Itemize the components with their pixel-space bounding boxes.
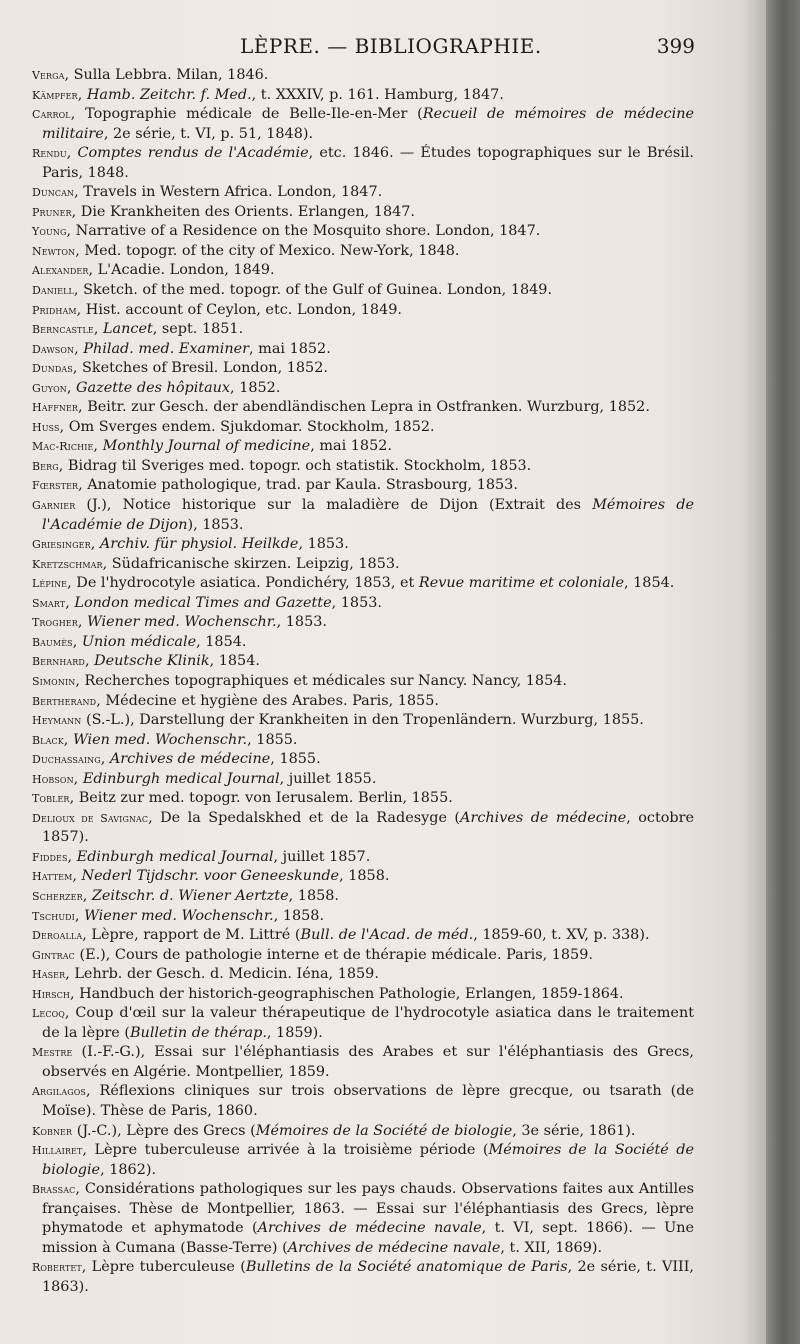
entry-italic-title: Archives de médecine navale bbox=[257, 1220, 482, 1237]
entry-author: Gintrac bbox=[32, 948, 75, 962]
entry-text: , bbox=[74, 907, 85, 924]
bibliography-entry bbox=[32, 555, 694, 575]
entry-italic-title: Wiener med. Wochenschr. bbox=[84, 907, 274, 924]
entry-text: , Beitr. zur Gesch. der abendländischen Lepra in Ostfranken. Wurzburg, 1852. bbox=[78, 399, 650, 416]
bibliography-entry bbox=[32, 281, 694, 301]
bibliography-entry bbox=[32, 907, 694, 927]
entry-text: , 1854. bbox=[196, 633, 247, 650]
bibliography-entry bbox=[32, 887, 694, 907]
entry-text: , bbox=[82, 887, 92, 904]
bibliography-entry bbox=[32, 261, 694, 281]
entry-text: , bbox=[72, 633, 82, 650]
entry-text: , Considérations pathologiques sur les pays chauds. Observations faites aux Antilles françaises. Thèse de Montpellier, 1863. — Essai sur l'éléphantiasis des Grecs, lèpre phymatode et aphymatode ( bbox=[42, 1181, 694, 1237]
entry-italic-title: Gazette des hôpitaux bbox=[76, 379, 231, 396]
entry-text: , 1854. bbox=[623, 575, 675, 592]
entry-author: Pruner bbox=[32, 205, 72, 219]
entry-text: , Topographie médicale de Belle-Ile-en-Mer ( bbox=[70, 106, 423, 123]
bibliography-entry bbox=[32, 535, 694, 555]
entry-text: (J.-C.), Lèpre des Grecs ( bbox=[72, 1122, 256, 1139]
running-title: LÈPRE. — BIBLIOGRAPHIE. bbox=[240, 34, 542, 58]
entry-italic-title: Deutsche Klinik bbox=[94, 653, 210, 670]
entry-text: , bbox=[93, 438, 103, 455]
bibliography-entry bbox=[32, 946, 694, 966]
book-page-edge bbox=[766, 0, 800, 1344]
entry-text: , 1852. bbox=[230, 379, 281, 396]
entry-author: Newton bbox=[32, 244, 76, 258]
bibliography-entry bbox=[32, 1043, 694, 1082]
bibliography-entry bbox=[32, 86, 694, 106]
entry-author: Berg bbox=[32, 459, 59, 473]
entry-text: , Lèpre tuberculeuse ( bbox=[81, 1259, 246, 1276]
entry-text: , t. VI, sept. 1866). — Une mission à Cumana (Basse-Terre) ( bbox=[42, 1220, 694, 1256]
entry-italic-title: Bulletins de la Société anatomique de Paris bbox=[245, 1259, 568, 1276]
bibliography-entry bbox=[32, 203, 694, 223]
bibliography-entry bbox=[32, 574, 694, 594]
entry-author: Dundas bbox=[32, 362, 73, 376]
entry-author: Carrol bbox=[32, 108, 71, 122]
bibliography-list bbox=[32, 66, 694, 1297]
entry-italic-title: Wien med. Wochenschr. bbox=[72, 731, 248, 748]
entry-text: (I.-F.-G.), Essai sur l'éléphantiasis des Arabes et sur l'éléphantiasis des Grecs, observés en Algérie. Montpellier, 1859. bbox=[42, 1044, 694, 1080]
bibliography-entry bbox=[32, 965, 694, 985]
entry-italic-title: Archives de médecine bbox=[109, 751, 271, 768]
entry-text: , Sketch. of the med. topogr. of the Gulf of Guinea. London, 1849. bbox=[73, 282, 553, 299]
entry-text: , juillet 1857. bbox=[273, 848, 371, 865]
entry-author: Smart bbox=[32, 596, 66, 610]
entry-italic-title: Monthly Journal of medicine bbox=[102, 438, 311, 455]
entry-author: Argilagos bbox=[32, 1085, 86, 1099]
bibliography-entry bbox=[32, 750, 694, 770]
entry-text: , bbox=[67, 848, 77, 865]
entry-text: , Lèpre, rapport de M. Littré ( bbox=[82, 927, 301, 944]
entry-text: , octobre 1857). bbox=[42, 809, 695, 846]
entry-author: Duchassaing bbox=[32, 753, 101, 767]
entry-author: Bertherand bbox=[32, 694, 97, 708]
entry-text: , juillet 1855. bbox=[279, 770, 377, 787]
bibliography-entry bbox=[32, 183, 694, 203]
bibliography-entry bbox=[32, 437, 694, 457]
entry-text: , bbox=[77, 86, 87, 103]
entry-italic-title: Mémoires de l'Académie de Dijon bbox=[42, 497, 694, 533]
entry-text: , L'Acadie. London, 1849. bbox=[88, 262, 275, 279]
bibliography-entry bbox=[32, 652, 694, 672]
entry-text: , 1858. bbox=[288, 887, 340, 904]
entry-italic-title: Zeitschr. d. Wiener Aertzte bbox=[91, 887, 289, 904]
entry-author: Hattem bbox=[32, 870, 73, 884]
entry-author: Mac-Richie bbox=[32, 440, 94, 454]
entry-text: , Travels in Western Africa. London, 1847. bbox=[74, 184, 383, 201]
entry-author: Rendu bbox=[32, 147, 67, 161]
entry-author: Guyon bbox=[32, 381, 67, 395]
entry-italic-title: Bull. de l'Acad. de méd. bbox=[300, 927, 474, 944]
entry-text: , mai 1852. bbox=[310, 438, 392, 455]
entry-text: , Die Krankheiten des Orients. Erlangen, 1847. bbox=[71, 203, 415, 220]
entry-author: Daniell bbox=[32, 284, 74, 298]
entry-text: , bbox=[72, 868, 82, 885]
entry-text: , 1853. bbox=[298, 536, 349, 553]
bibliography-entry bbox=[32, 926, 694, 946]
entry-italic-title: Recueil de mémoires de médecine militaire bbox=[42, 106, 694, 142]
entry-text: , 1854. bbox=[209, 653, 260, 670]
entry-text: , 1862). bbox=[100, 1161, 157, 1178]
entry-author: Delioux de Savignac bbox=[32, 811, 149, 825]
entry-text: , bbox=[63, 731, 73, 748]
entry-italic-title: Archives de médecine bbox=[460, 809, 627, 826]
entry-text: , Med. topogr. of the city of Mexico. New-York, 1848. bbox=[75, 242, 460, 259]
bibliography-entry bbox=[32, 731, 694, 751]
bibliography-entry bbox=[32, 633, 694, 653]
bibliography-entry bbox=[32, 711, 694, 731]
entry-text: (S.-L.), Darstellung der Krankheiten in den Tropenländern. Wurzburg, 1855. bbox=[81, 712, 644, 729]
bibliography-entry bbox=[32, 1122, 694, 1142]
entry-italic-title: Archives de médecine navale bbox=[287, 1239, 501, 1256]
bibliography-entry bbox=[32, 359, 694, 379]
entry-text: , bbox=[66, 379, 77, 396]
entry-text: , bbox=[65, 594, 75, 611]
entry-author: Baumès bbox=[32, 635, 73, 649]
bibliography-entry bbox=[32, 985, 694, 1005]
page-header bbox=[30, 30, 695, 60]
entry-text: , Südafricanische skirzen. Leipzig, 1853. bbox=[102, 555, 400, 572]
entry-author: Lecoq bbox=[32, 1007, 65, 1021]
entry-author: Hobson bbox=[32, 772, 74, 786]
bibliography-entry bbox=[32, 496, 694, 535]
entry-author: Tschudi bbox=[32, 909, 75, 923]
bibliography-entry bbox=[32, 476, 694, 496]
entry-author: Hirsch bbox=[32, 987, 70, 1001]
bibliography-entry bbox=[32, 66, 694, 86]
entry-text: , 1853. bbox=[276, 614, 327, 631]
entry-italic-title: Lancet bbox=[102, 321, 153, 338]
bibliography-entry bbox=[32, 379, 694, 399]
entry-author: Huss bbox=[32, 420, 60, 434]
bibliography-entry bbox=[32, 105, 694, 144]
entry-text: , bbox=[73, 770, 83, 787]
entry-text: , Handbuch der historich-geographischen Pathologie, Erlangen, 1859-1864. bbox=[69, 985, 624, 1002]
entry-text: , Sketches of Bresil. London, 1852. bbox=[72, 360, 328, 377]
entry-italic-title: London medical Times and Gazette bbox=[74, 594, 332, 611]
entry-author: Simonin bbox=[32, 674, 76, 688]
entry-text: , 2e série, t. VIII, 1863). bbox=[42, 1259, 694, 1295]
entry-text: (E.), Cours de pathologie interne et de thérapie médicale. Paris, 1859. bbox=[74, 946, 593, 963]
bibliography-entry bbox=[32, 144, 694, 183]
entry-text: , 1855. bbox=[247, 731, 298, 748]
entry-italic-title: Mémoires de la Société de biologie bbox=[42, 1142, 694, 1178]
entry-author: Haffner bbox=[32, 401, 79, 415]
entry-italic-title: Mémoires de la Société de biologie bbox=[255, 1122, 513, 1139]
entry-text: , Bidrag til Sveriges med. topogr. och statistik. Stockholm, 1853. bbox=[58, 457, 532, 474]
entry-author: Alexander bbox=[32, 264, 89, 278]
entry-italic-title: Edinburgh medical Journal bbox=[76, 848, 274, 865]
entry-author: Hillairet bbox=[32, 1144, 83, 1158]
entry-text: , Recherches topographiques et médicales sur Nancy. Nancy, 1854. bbox=[75, 672, 567, 689]
bibliography-entry bbox=[32, 809, 694, 848]
entry-italic-title: Union médicale bbox=[81, 633, 197, 650]
entry-text: , 1859). bbox=[266, 1024, 323, 1041]
entry-text: , 1858. bbox=[273, 907, 325, 924]
bibliography-entry bbox=[32, 848, 694, 868]
entry-author: Black bbox=[32, 733, 64, 747]
entry-text: , De l'hydrocotyle asiatica. Pondichéry, 1853, et bbox=[67, 575, 419, 592]
entry-text: , sept. 1851. bbox=[152, 321, 244, 338]
entry-author: Trogher bbox=[32, 616, 78, 630]
bibliography-entry bbox=[32, 672, 694, 692]
bibliography-entry bbox=[32, 222, 694, 242]
bibliography-entry bbox=[32, 1082, 694, 1121]
bibliography-entry bbox=[32, 867, 694, 887]
entry-italic-title: Archiv. für physiol. Heilkde bbox=[99, 536, 299, 553]
entry-text: , bbox=[84, 653, 95, 670]
bibliography-entry bbox=[32, 457, 694, 477]
entry-author: Dawson bbox=[32, 342, 75, 356]
entry-text: , bbox=[74, 340, 84, 357]
entry-text: , Om Sverges endem. Sjukdomar. Stockholm, 1852. bbox=[59, 418, 435, 435]
entry-text: , 2e série, t. VI, p. 51, 1848). bbox=[103, 125, 314, 142]
entry-author: Kämpfer bbox=[32, 88, 78, 102]
entry-text: , 1858. bbox=[339, 868, 390, 885]
bibliography-entry bbox=[32, 242, 694, 262]
bibliography-entry bbox=[32, 320, 694, 340]
bibliography-entry bbox=[32, 1141, 694, 1180]
entry-text: , Beitz zur med. topogr. von Ierusalem. Berlin, 1855. bbox=[69, 790, 453, 807]
entry-author: Verga bbox=[32, 69, 65, 82]
bibliography-entry bbox=[32, 301, 694, 321]
entry-text: , bbox=[93, 321, 103, 338]
entry-author: Kretzschmar bbox=[32, 557, 103, 571]
entry-text: , bbox=[90, 536, 100, 553]
entry-text: , Médecine et hygiène des Arabes. Paris, 1855. bbox=[96, 692, 439, 709]
bibliography-entry bbox=[32, 789, 694, 809]
entry-text: , Lèpre tuberculeuse arrivée à la troisième période ( bbox=[82, 1142, 489, 1159]
entry-author: Fœrster bbox=[32, 479, 79, 493]
entry-author: Young bbox=[32, 225, 67, 239]
entry-italic-title: Nederl Tijdschr. voor Geneeskunde bbox=[81, 868, 340, 885]
entry-text: , Coup d'œil sur la valeur thérapeutique de l'hydrocotyle asiatica dans le traitement de la lèpre ( bbox=[42, 1005, 694, 1041]
entry-author: Berncastle bbox=[32, 323, 94, 337]
bibliography-entry bbox=[32, 1004, 694, 1043]
entry-italic-title: Philad. med. Examiner bbox=[83, 340, 250, 357]
entry-author: Heymann bbox=[32, 714, 82, 728]
bibliography-entry bbox=[32, 1180, 694, 1258]
bibliography-entry bbox=[32, 594, 694, 614]
bibliography-entry bbox=[32, 770, 694, 790]
entry-italic-title: Edinburgh medical Journal bbox=[82, 770, 280, 787]
entry-text: , 3e série, 1861). bbox=[512, 1122, 636, 1139]
entry-italic-title: Bulletin de thérap. bbox=[129, 1024, 267, 1041]
entry-author: Pridham bbox=[32, 303, 77, 317]
entry-text: , De la Spedalskhed et de la Radesyge ( bbox=[148, 809, 461, 826]
entry-author: Robertet bbox=[32, 1261, 82, 1275]
entry-author: Kobner bbox=[32, 1124, 73, 1138]
bibliography-entry bbox=[32, 1258, 694, 1297]
entry-text: , Réflexions cliniques sur trois observations de lèpre grecque, ou tsarath (de Moïse). Thèse de Paris, 1860. bbox=[42, 1083, 694, 1119]
bibliography-entry bbox=[32, 692, 694, 712]
entry-italic-title: Comptes rendus de l'Académie bbox=[77, 145, 309, 162]
entry-author: Scherzer bbox=[32, 889, 83, 903]
entry-italic-title: Wiener med. Wochenschr. bbox=[87, 614, 277, 631]
entry-author: Brassac bbox=[32, 1183, 76, 1197]
entry-author: Tobler bbox=[32, 792, 70, 806]
entry-text: , 1859-60, t. XV, p. 338). bbox=[473, 927, 650, 944]
page-number: 399 bbox=[656, 34, 695, 58]
entry-text: , mai 1852. bbox=[249, 340, 331, 357]
entry-author: Duncan bbox=[32, 186, 75, 200]
entry-author: Lépine bbox=[32, 577, 68, 591]
entry-author: Deroalla bbox=[32, 929, 83, 943]
entry-text: , t. XXXIV, p. 161. Hamburg, 1847. bbox=[251, 86, 504, 103]
bibliography-entry bbox=[32, 613, 694, 633]
entry-text: , Hist. account of Ceylon, etc. London, 1849. bbox=[76, 301, 402, 318]
entry-text: , Anatomie pathologique, trad. par Kaula. Strasbourg, 1853. bbox=[78, 477, 518, 494]
entry-text: , 1853. bbox=[331, 594, 382, 611]
entry-text: , Narrative of a Residence on the Mosquito shore. London, 1847. bbox=[66, 223, 541, 240]
entry-text: , t. XII, 1869). bbox=[500, 1239, 603, 1256]
entry-text: (J.), Notice historique sur la maladière de Dijon (Extrait des bbox=[75, 497, 593, 514]
entry-text: , bbox=[77, 614, 88, 631]
entry-author: Griesinger bbox=[32, 538, 91, 552]
entry-author: Garnier bbox=[32, 499, 76, 513]
entry-author: Mestre bbox=[32, 1046, 73, 1060]
entry-text: ), 1853. bbox=[187, 516, 244, 533]
bibliography-entry bbox=[32, 418, 694, 438]
entry-italic-title: Hamb. Zeitchr. f. Med. bbox=[86, 86, 252, 103]
entry-text: , Sulla Lebbra. Milan, 1846. bbox=[64, 67, 269, 83]
entry-author: Fiddes bbox=[32, 850, 68, 864]
entry-text: , 1855. bbox=[270, 751, 321, 768]
entry-author: Bernhard bbox=[32, 655, 85, 669]
bibliography-entry bbox=[32, 398, 694, 418]
entry-text: , etc. 1846. — Études topographiques sur le Brésil. Paris, 1848. bbox=[42, 145, 694, 181]
bibliography-entry bbox=[32, 340, 694, 360]
entry-italic-title: Revue maritime et coloniale bbox=[418, 575, 624, 592]
entry-text: , Lehrb. der Gesch. d. Medicin. Iéna, 1859. bbox=[65, 966, 379, 983]
entry-author: Haser bbox=[32, 968, 66, 982]
entry-text: , bbox=[100, 751, 110, 768]
entry-text: , bbox=[66, 145, 78, 162]
